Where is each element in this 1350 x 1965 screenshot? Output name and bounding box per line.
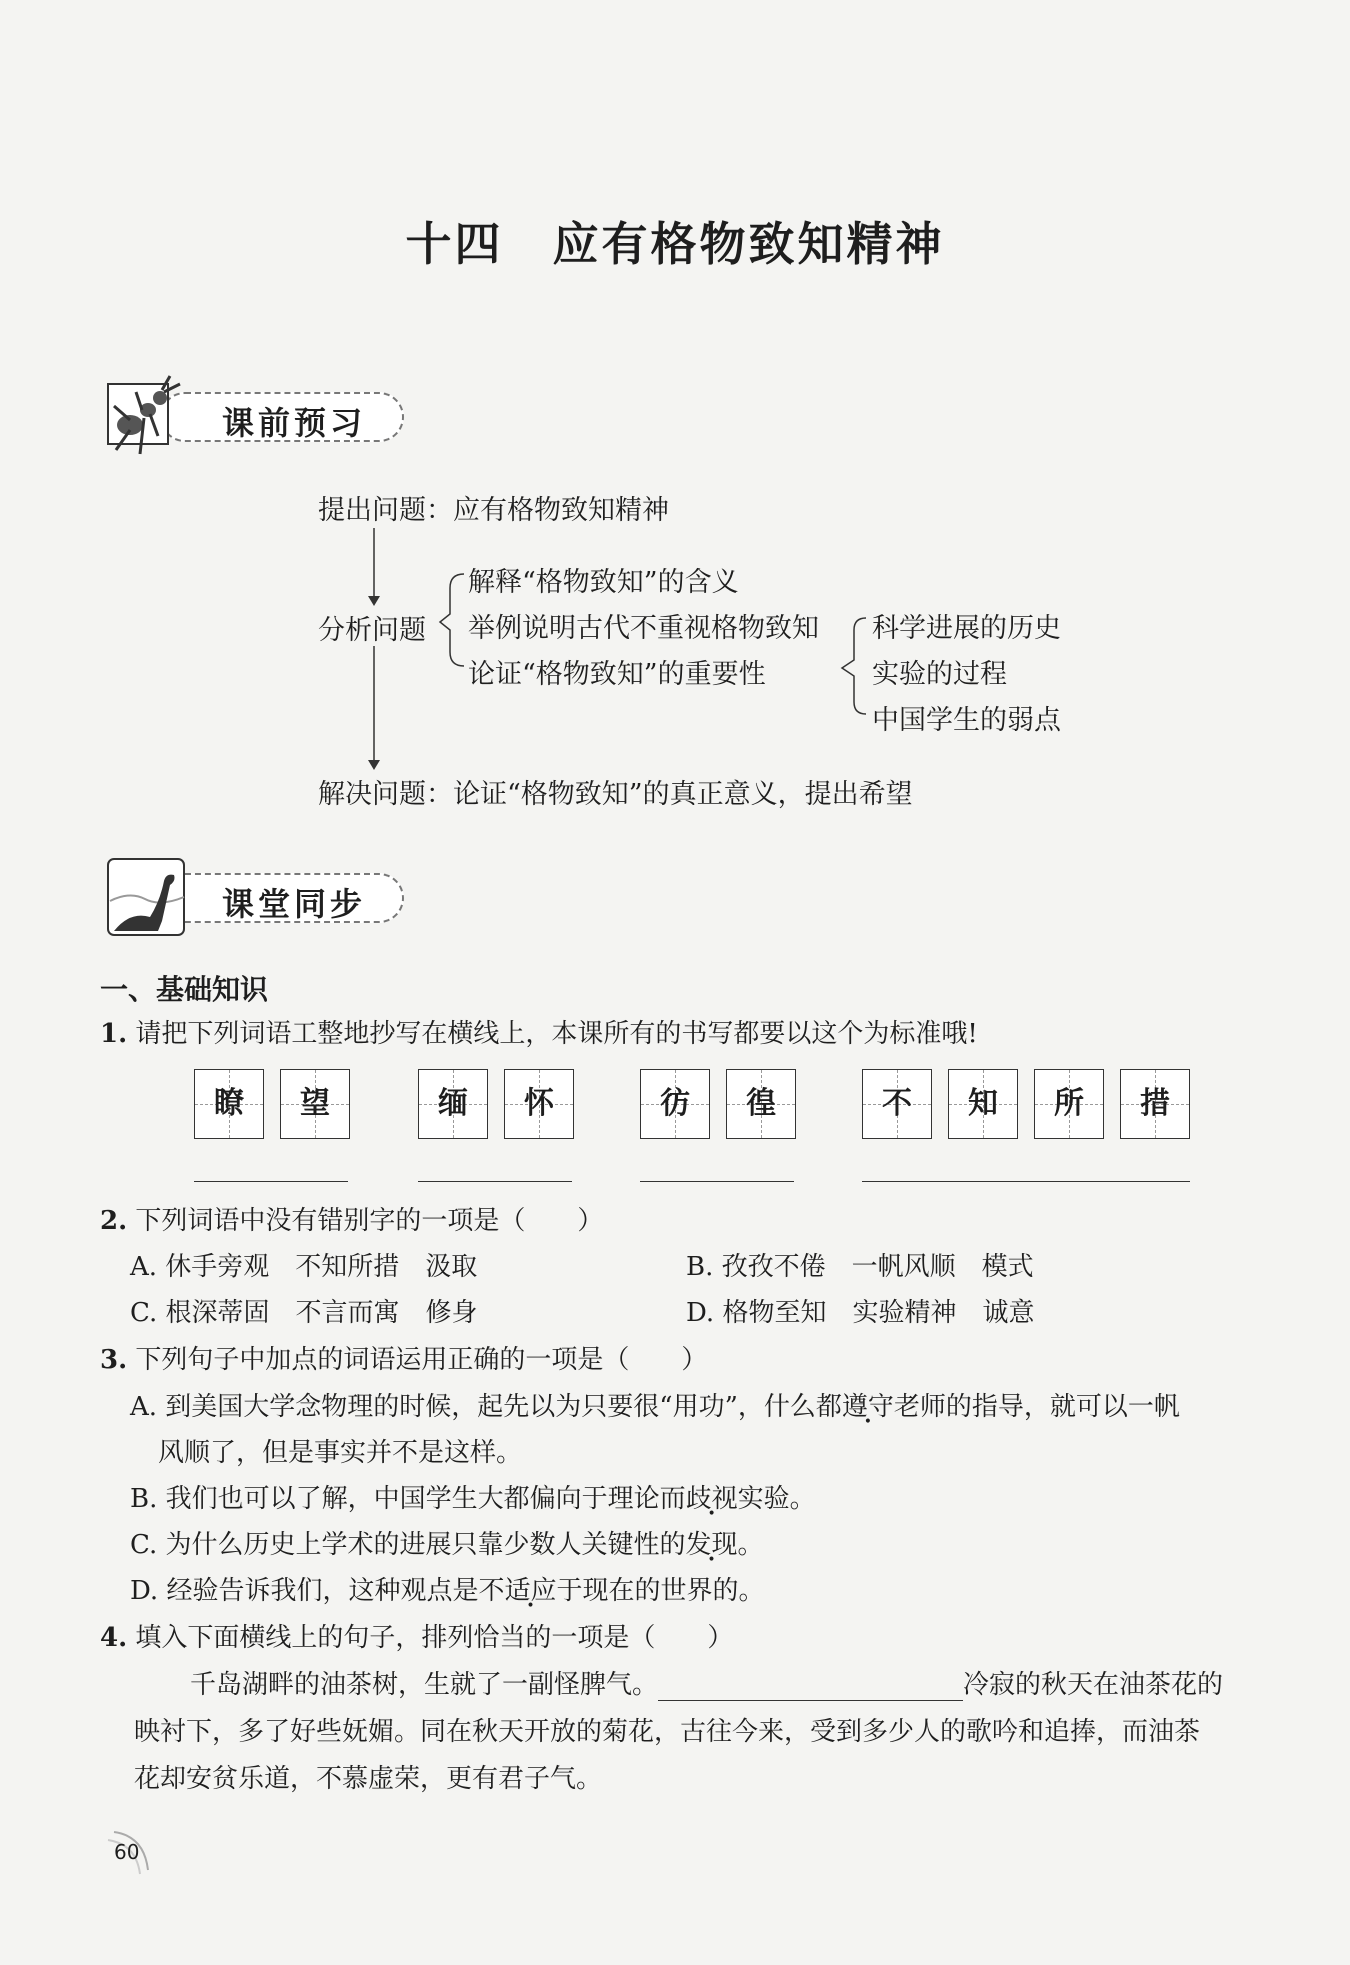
lesson-title: 十四 应有格物致知精神 [405,217,945,271]
q4-text: 填入下面横线上的句子，排列恰当的一项是（ ） [135,1623,734,1653]
analyze-sub-item-2: 实验的过程 [872,659,1007,690]
char-box: 不 [862,1069,932,1139]
char-box: 瞭 [194,1069,264,1139]
q3: 3. 下列句子中加点的词语运用正确的一项是（ ） [100,1345,708,1375]
q4: 4. 填入下面横线上的句子，排列恰当的一项是（ ） [100,1623,734,1653]
char-box: 望 [280,1069,350,1139]
analyze-sub-item-1: 科学进展的历史 [872,613,1061,644]
q2: 2. 下列词语中没有错别字的一项是（ ） [100,1206,604,1236]
q1-text: 请把下列词语工整地抄写在横线上，本课所有的书写都要以这个为标准哦! [135,1019,978,1049]
arrow-down-icon [368,596,380,606]
answer-line[interactable] [194,1181,348,1182]
part1-heading: 一、基础知识 [100,973,269,1006]
q4-passage-line1: 千岛湖畔的油茶树，生就了一副怪脾气。 冷寂的秋天在油茶花的 [190,1670,1224,1700]
q2-text: 下列词语中没有错别字的一项是（ ） [135,1206,604,1236]
arrow-down-icon [368,760,380,770]
dinosaur-icon [100,851,190,941]
analyze-item-3: 论证“格物致知”的重要性 [468,659,766,690]
answer-line[interactable] [862,1181,1190,1182]
q2-option-b: B. 孜孜不倦 一帆风顺 模式 [686,1252,1034,1282]
char-box: 所 [1034,1069,1104,1139]
q3-option-c: C. 为什么历史上学术的进展只靠少数人关键性的发现。 [130,1530,764,1560]
q4-passage-line3: 花却安贫乐道，不慕虚荣，更有君子气。 [134,1764,603,1794]
char-box: 怀 [504,1069,574,1139]
fill-blank[interactable] [658,1672,963,1701]
emphasized-word: 歧视 [685,1484,738,1514]
char-box: 彷 [640,1069,710,1139]
page-number: 60 [114,1840,140,1864]
q1: 1. 请把下列词语工整地抄写在横线上，本课所有的书写都要以这个为标准哦! [100,1019,978,1049]
q4-passage-line2: 映衬下，多了好些妩媚。同在秋天开放的菊花，古往今来，受到多少人的歌吟和追捧，而油茶 [134,1717,1201,1747]
flow-step-analyze: 分析问题 [318,615,426,646]
char-box: 徨 [726,1069,796,1139]
q2-option-d: D. 格物至知 实验精神 诚意 [686,1298,1035,1328]
char-box: 缅 [418,1069,488,1139]
flow-step-solve: 解决问题：论证“格物致知”的真正意义，提出希望 [318,779,913,810]
q3-option-b: B. 我们也可以了解，中国学生大都偏向于理论而歧视实验。 [130,1484,816,1514]
answer-line[interactable] [418,1181,572,1182]
q3-option-d: D. 经验告诉我们，这种观点是不适应于现在的世界的。 [130,1576,765,1606]
char-box: 措 [1120,1069,1190,1139]
emphasized-word: 遵守 [841,1392,894,1422]
preview-section-label: 课前预习 [222,404,367,442]
analyze-item-1: 解释“格物致知”的含义 [468,567,739,598]
emphasized-word: 适应 [504,1576,557,1606]
q3-text: 下列句子中加点的词语运用正确的一项是（ ） [135,1345,708,1375]
q3-option-a: A. 到美国大学念物理的时候，起先以为只要很“用功”，什么都遵守老师的指导，就可以一帆 [130,1392,1180,1422]
flow-step-raise: 提出问题：应有格物致知精神 [318,495,669,526]
q2-option-a: A. 休手旁观 不知所措 汲取 [130,1252,478,1282]
q2-option-c: C. 根深蒂固 不言而寓 修身 [130,1298,478,1328]
emphasized-word: 发现 [685,1530,738,1560]
char-box: 知 [948,1069,1018,1139]
answer-line[interactable] [640,1181,794,1182]
q3-option-a-cont: 风顺了，但是事实并不是这样。 [158,1438,523,1468]
class-section-label: 课堂同步 [222,885,367,923]
analyze-sub-item-3: 中国学生的弱点 [872,705,1061,736]
analyze-item-2: 举例说明古代不重视格物致知 [468,613,819,644]
class-section-badge [100,867,400,925]
